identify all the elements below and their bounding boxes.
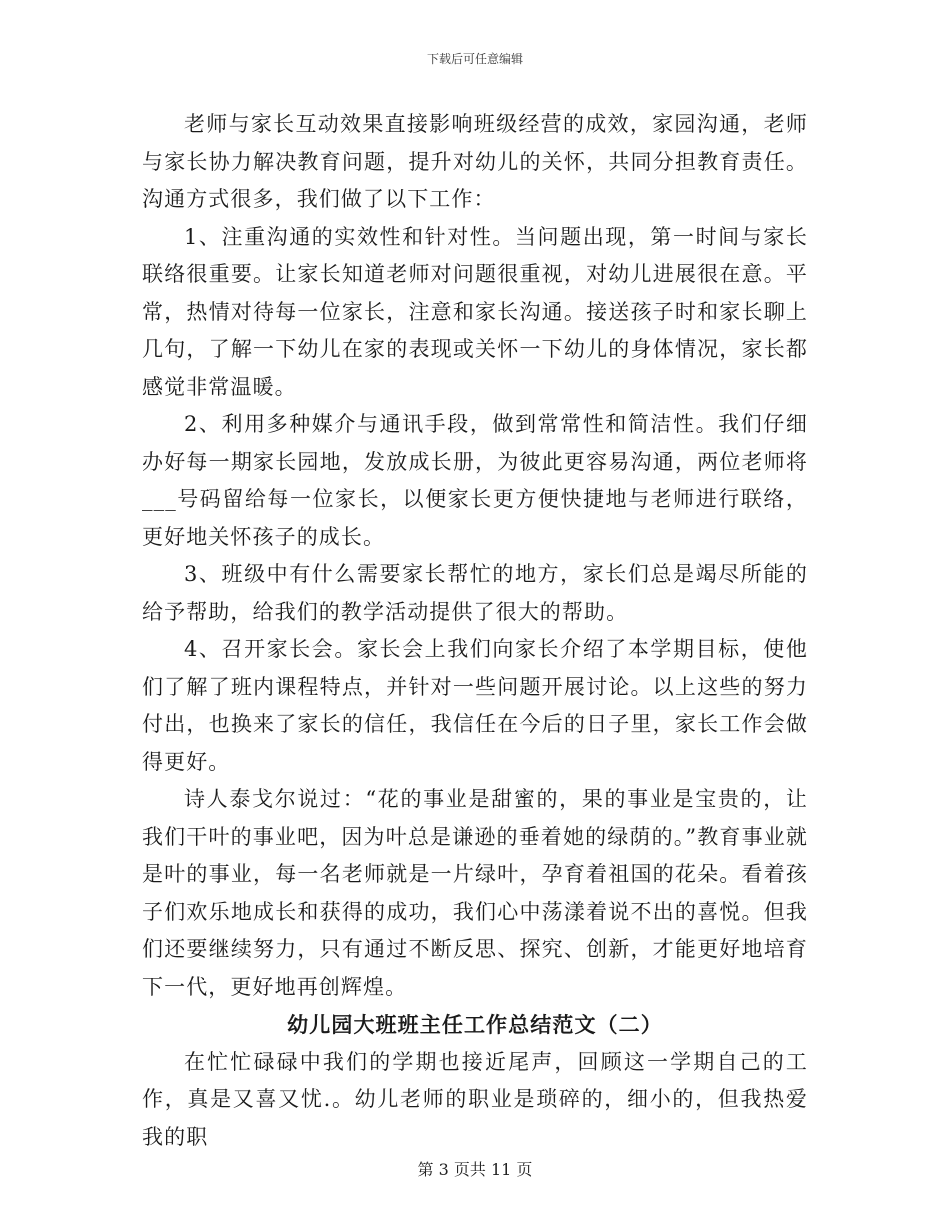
paragraph-section-two-opening: 在忙忙碌碌中我们的学期也接近尾声，回顾这一学期自己的工作，真是又喜又忧.。幼儿老师的职业是琐碎的，细小的，但我热爱我的职 bbox=[142, 1049, 808, 1149]
paragraph-item-3: 3、班级中有什么需要家长帮忙的地方，家长们总是竭尽所能的给予帮助，给我们的教学活动提供了很大的帮助。 bbox=[142, 562, 808, 624]
paragraph-communication-intro: 老师与家长互动效果直接影响班级经营的成效，家园沟通，老师与家长协力解决教育问题，提升对幼儿的关怀，共同分担教育责任。沟通方式很多，我们做了以下工作： bbox=[142, 112, 808, 211]
paragraph-item-2: 2、利用多种媒介与通讯手段，做到常常性和简洁性。我们仔细办好每一期家长园地，发放成长册，为彼此更容易沟通，两位老师将___号码留给每一位家长，以便家长更方便快捷地与老师进行联络，更好地关怀孩子的成长。 bbox=[142, 412, 808, 549]
document-body bbox=[142, 106, 808, 1156]
paragraph-item-1: 1、注重沟通的实效性和针对性。当问题出现，第一时间与家长联络很重要。让家长知道老师对问题很重视，对幼儿进展很在意。平常，热情对待每一位家长，注意和家长沟通。接送孩子时和家长聊上几句，了解一下幼儿在家的表现或关怀一下幼儿的身体情况，家长都感觉非常温暖。 bbox=[142, 224, 808, 399]
paragraph-item-4: 4、召开家长会。家长会上我们向家长介绍了本学期目标，使他们了解了班内课程特点，并针对一些问题开展讨论。以上这些的努力付出，也换来了家长的信任，我信任在今后的日子里，家长工作会做得更好。 bbox=[142, 637, 808, 774]
header-note: 下载后可任意编辑 bbox=[426, 52, 523, 66]
page-indicator: 第 3 页共 11 页 bbox=[417, 1160, 533, 1179]
section-title: 幼儿园大班班主任工作总结范文（二） bbox=[287, 1012, 663, 1037]
paragraph-tagore-quote: 诗人泰戈尔说过：“花的事业是甜蜜的，果的事业是宝贵的，让我们干叶的事业吧，因为叶总是谦逊的垂着她的绿荫的。”教育事业就是叶的事业，每一名老师就是一片绿叶，孕育着祖国的花朵。看着孩子们欢乐地成长和获得的成功，我们心中荡漾着说不出的喜悦。但我们还要继续努力，只有通过不断反思、探究、创新，才能更好地培育下一代，更好地再创辉煌。 bbox=[142, 787, 808, 999]
